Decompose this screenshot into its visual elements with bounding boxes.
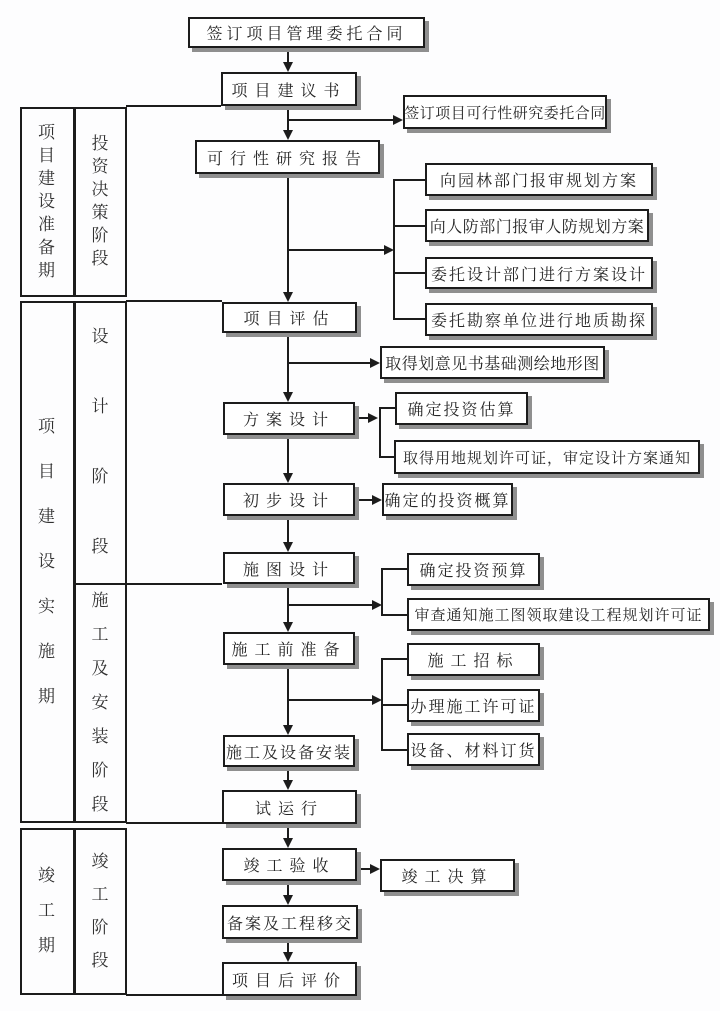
connector-line xyxy=(357,868,370,870)
flow-node-scheme-design: 方案设计 xyxy=(223,402,355,435)
arrowhead-down-icon xyxy=(283,622,293,632)
connector-line xyxy=(393,318,425,320)
phase-cell-implementation-period xyxy=(20,301,73,823)
flow-node-sign-management-contract: 签订项目管理委托合同 xyxy=(188,17,425,48)
arrowhead-down-icon xyxy=(283,838,293,848)
side-node-construction-permit: 办理施工许可证 xyxy=(407,689,540,722)
phase-label-completion-period: 竣工期 xyxy=(38,866,55,956)
side-node-construction-bidding: 施工招标 xyxy=(407,643,540,676)
flow-node-completion-acceptance: 竣工验收 xyxy=(222,848,357,881)
stage-cell-design xyxy=(73,301,127,583)
connector-line xyxy=(381,568,383,616)
connector-line xyxy=(287,665,289,726)
stage-label-investment-decision: 投资决策阶段 xyxy=(91,134,109,269)
connector-line xyxy=(126,300,222,302)
side-node-entrust-survey-unit: 委托勘察单位进行地质勘探 xyxy=(425,303,653,336)
connector-line xyxy=(381,614,407,616)
stage-cell-investment-decision xyxy=(73,107,127,297)
connector-line xyxy=(393,179,425,181)
side-node-construction-drawing-review-permit: 审查通知施工图领取建设工程规划许可证 xyxy=(407,598,710,631)
flow-node-post-project-evaluation: 项目后评价 xyxy=(222,962,357,996)
flow-node-project-proposal: 项目建议书 xyxy=(221,72,357,106)
flow-node-pre-construction-preparation: 施工前准备 xyxy=(223,632,355,665)
side-node-sign-feasibility-contract: 签订项目可行性研究委托合同 xyxy=(403,95,607,129)
connector-line xyxy=(126,105,221,107)
arrowhead-down-icon xyxy=(283,130,293,140)
arrowhead-down-icon xyxy=(283,62,293,72)
connector-line xyxy=(379,456,394,458)
side-node-garden-dept-planning-review: 向园林部门报审规划方案 xyxy=(425,163,653,196)
arrowhead-down-icon xyxy=(283,542,293,552)
stage-label-construction-installation: 施工及安装阶段 xyxy=(91,591,109,815)
connector-line xyxy=(355,417,368,419)
flow-node-filing-project-handover: 备案及工程移交 xyxy=(222,905,358,939)
side-node-equipment-material-order: 设备、材料订货 xyxy=(407,733,540,766)
connector-line xyxy=(287,939,289,953)
connector-line xyxy=(393,272,425,274)
connector-line xyxy=(288,604,372,606)
connector-line xyxy=(393,179,395,320)
side-node-completion-settlement: 竣工决算 xyxy=(380,859,515,892)
connector-line xyxy=(74,583,222,585)
side-node-investment-budget: 确定投资预算 xyxy=(407,553,540,586)
arrowhead-down-icon xyxy=(283,780,293,790)
phase-cell-completion-period xyxy=(20,828,73,995)
stage-label-completion: 竣工阶段 xyxy=(91,851,109,971)
arrowhead-right-icon xyxy=(393,115,403,125)
flow-node-construction-drawing-design: 施图设计 xyxy=(223,552,355,584)
connector-line xyxy=(379,407,395,409)
side-node-civil-defense-planning-review: 向人防部门报审人防规划方案 xyxy=(425,209,649,242)
flow-node-feasibility-study-report: 可行性研究报告 xyxy=(195,140,380,174)
connector-line xyxy=(287,767,289,781)
stage-label-design: 设计阶段 xyxy=(91,327,109,557)
arrowhead-down-icon xyxy=(283,292,293,302)
connector-line xyxy=(381,568,407,570)
side-node-land-planning-permit: 取得用地规划许可证，审定设计方案通知 xyxy=(394,440,700,474)
arrowhead-right-icon xyxy=(368,413,378,423)
connector-line xyxy=(287,174,289,293)
side-node-investment-estimate: 确定投资估算 xyxy=(395,392,528,425)
phase-label-implementation-period: 项目建设实施期 xyxy=(38,416,55,707)
side-node-investment-rough-budget: 确定的投资概算 xyxy=(382,483,513,516)
connector-line xyxy=(288,699,372,701)
arrowhead-down-icon xyxy=(283,895,293,905)
arrowhead-right-icon xyxy=(370,864,380,874)
connector-line xyxy=(126,822,222,824)
arrowhead-down-icon xyxy=(283,725,293,735)
side-node-entrust-design-dept: 委托设计部门进行方案设计 xyxy=(425,257,653,289)
flow-node-project-evaluation: 项目评估 xyxy=(222,302,357,333)
connector-line xyxy=(287,435,289,474)
connector-line xyxy=(287,48,289,63)
stage-cell-completion xyxy=(73,828,127,995)
connector-line xyxy=(126,994,222,996)
flow-node-construction-equipment-installation: 施工及设备安装 xyxy=(223,735,355,767)
connector-line xyxy=(287,881,289,896)
connector-line xyxy=(288,249,384,251)
side-node-obtain-planning-opinion-map: 取得划意见书基础测绘地形图 xyxy=(380,346,605,379)
connector-line xyxy=(381,704,407,706)
arrowhead-down-icon xyxy=(283,392,293,402)
arrowhead-right-icon xyxy=(370,358,380,368)
connector-line xyxy=(288,362,370,364)
connector-line xyxy=(287,516,289,543)
flow-node-preliminary-design: 初步设计 xyxy=(223,483,355,516)
phase-cell-preparation-period xyxy=(20,107,73,297)
connector-line xyxy=(355,499,372,501)
arrowhead-right-icon xyxy=(372,495,382,505)
connector-line xyxy=(288,119,393,121)
phase-label-preparation-period: 项目建设准备期 xyxy=(38,122,55,281)
connector-line xyxy=(287,824,289,839)
flow-node-trial-operation: 试运行 xyxy=(222,790,357,824)
connector-line xyxy=(381,658,407,660)
connector-line xyxy=(379,407,381,458)
stage-cell-construction-installation xyxy=(73,583,127,823)
arrowhead-down-icon xyxy=(283,952,293,962)
arrowhead-down-icon xyxy=(283,473,293,483)
connector-line xyxy=(393,225,425,227)
connector-line xyxy=(381,749,407,751)
